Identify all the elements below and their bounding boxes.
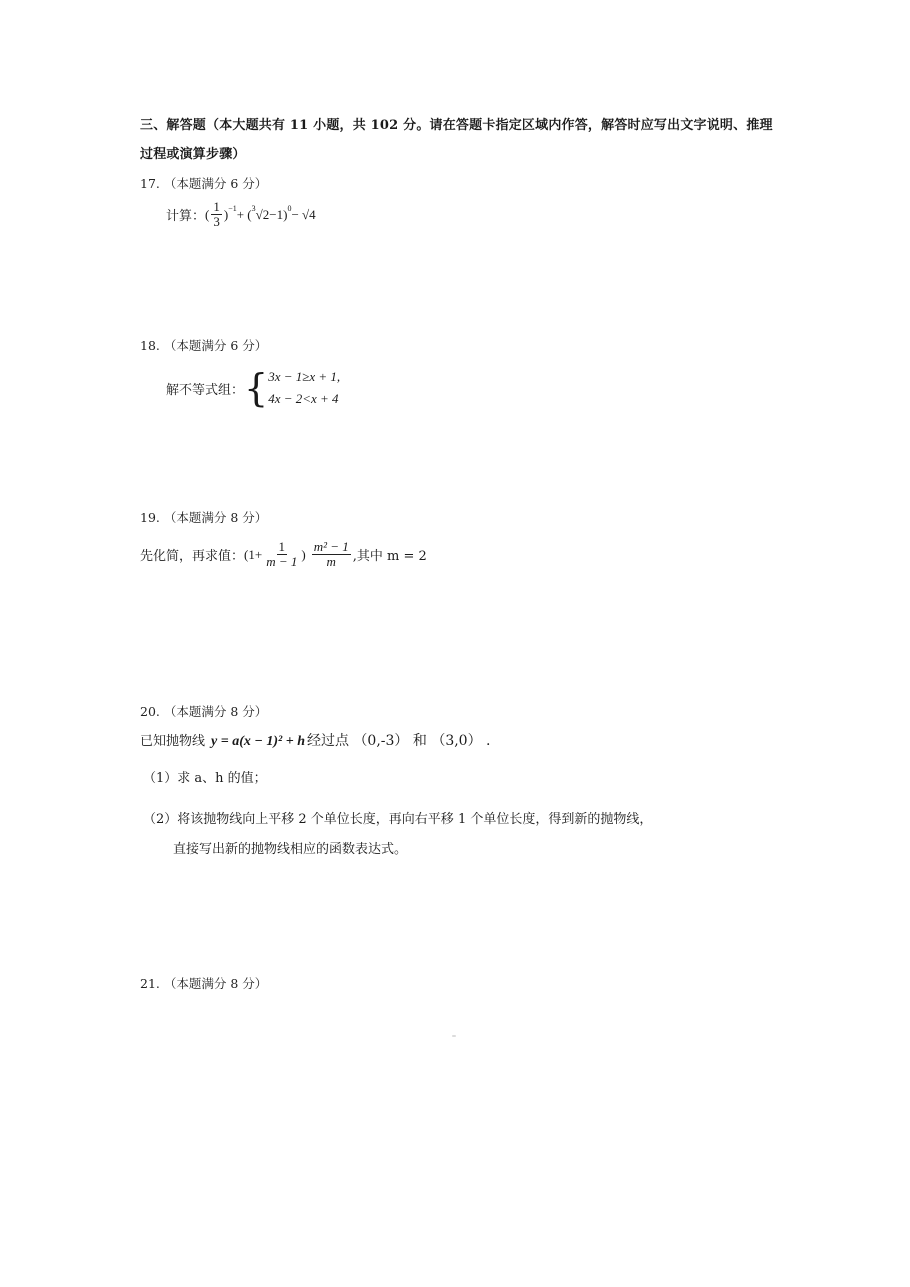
q17-fraction (211, 200, 222, 230)
q20-formula: y = a(x − 1)² + h (211, 734, 305, 749)
q19-f2-num: m² − 1 (313, 539, 349, 554)
q19-open: (1+ (244, 546, 263, 562)
q20-rest: 经过点 （0,-3） 和 （3,0） . (306, 733, 491, 749)
q18-inequality-2: 4x − 2<x + 4 (268, 391, 339, 406)
q19-f2-den: m (326, 554, 336, 570)
section-header-line2: 过程或演算步骤） (140, 147, 246, 162)
q19-fraction-1 (264, 540, 299, 570)
q20-part2-continued: 直接写出新的抛物线相应的函数表达式。 (173, 842, 408, 857)
q19-close: ) (301, 546, 306, 562)
q19-f1-den: m − 1 (266, 554, 298, 570)
q17-root-index: 3 (251, 204, 256, 214)
q17-radical: √2 (255, 206, 270, 222)
q17-prompt: 计算： (166, 209, 206, 225)
q19-tail: ,其中 m = 2 (352, 549, 427, 565)
q17-frac-den: 3 (213, 214, 220, 230)
q20-problem (140, 730, 491, 750)
q19-prompt: 先化简，再求值： (140, 549, 245, 565)
q18-problem (166, 366, 340, 410)
q17-plus: + ( (236, 206, 252, 222)
q19-fraction-2 (312, 540, 351, 570)
q20-heading: 20. （本题满分 8 分） (140, 704, 268, 719)
q17-close-paren: ) (223, 206, 229, 222)
q18-heading: 18. （本题满分 6 分） (140, 338, 268, 353)
q19-heading: 19. （本题满分 8 分） (140, 510, 268, 525)
q20-part1: （1）求 a、h 的值； (143, 771, 267, 786)
q21-heading: 21. （本题满分 8 分） (140, 976, 268, 991)
q20-part2: （2）将该抛物线向上平移 2 个单位长度，再向右平移 1 个单位长度，得到新的抛物线， (143, 812, 653, 827)
q17-power-neg1: −1 (228, 204, 237, 214)
q17-minus-one: −1) (269, 206, 288, 222)
q18-system (268, 366, 340, 410)
q18-prompt: 解不等式组： (166, 382, 245, 398)
q17-frac-num: 1 (213, 199, 220, 214)
q19-f1-num: 1 (278, 539, 286, 554)
q18-inequality-1: 3x − 1≥x + 1, (268, 369, 341, 384)
q17-heading: 17. （本题满分 6 分） (140, 176, 268, 191)
section-header-line1: 三、解答题（本大题共有 11 小题，共 102 分。请在答题卡指定区域内作答，解答时应写出文字说明、推理 (140, 118, 773, 133)
q19-problem (140, 540, 427, 570)
q17-open-paren: ( (205, 206, 210, 222)
scan-speck (452, 1035, 456, 1037)
q17-tail: − √4 (291, 206, 316, 222)
q17-power-zero: 0 (287, 204, 292, 214)
q20-prompt: 已知抛物线 (140, 734, 206, 749)
q17-problem (166, 200, 316, 230)
q18-brace: { (244, 366, 269, 410)
